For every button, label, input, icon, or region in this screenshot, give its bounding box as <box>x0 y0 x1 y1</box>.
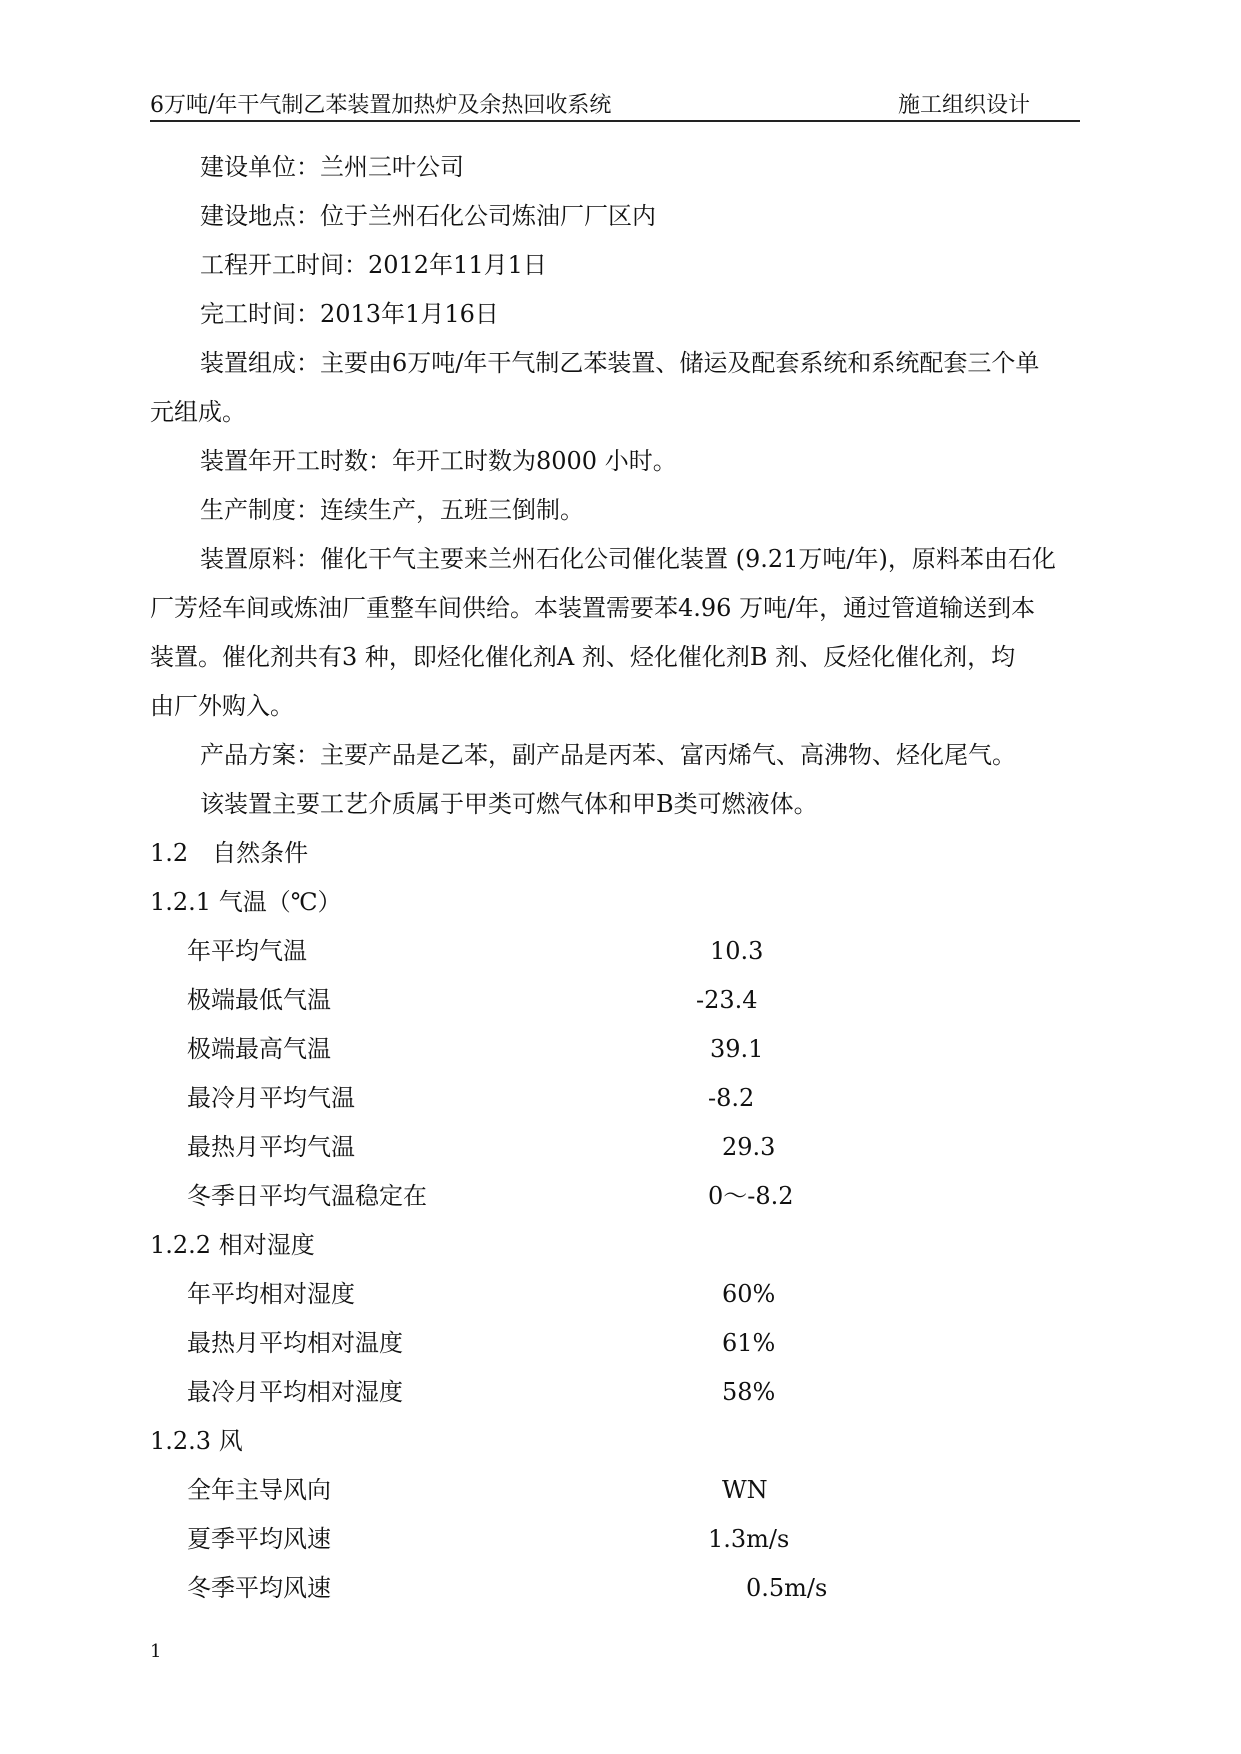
paragraph-operating-hours: 装置年开工时数：年开工时数为8000 小时。 <box>200 447 677 475</box>
header-title: 6万吨/年干气制乙苯装置加热炉及余热回收系统 <box>150 93 612 118</box>
paragraph-composition-cont: 元组成。 <box>150 398 246 426</box>
humidity-value: 58% <box>722 1378 776 1406</box>
paragraph-raw-materials-cont1: 厂芳烃车间或炼油厂重整车间供给。本装置需要苯4.96 万吨/年，通过管道输送到本 <box>150 594 1036 622</box>
temp-label: 极端最高气温 <box>187 1035 331 1063</box>
wind-label: 夏季平均风速 <box>187 1525 331 1553</box>
paragraph-owner: 建设单位：兰州三叶公司 <box>200 153 464 181</box>
paragraph-products: 产品方案：主要产品是乙苯，副产品是丙苯、富丙烯气、高沸物、烃化尾气。 <box>200 741 1016 769</box>
paragraph-composition: 装置组成：主要由6万吨/年干气制乙苯装置、储运及配套系统和系统配套三个单 <box>200 349 1040 377</box>
wind-label: 全年主导风向 <box>187 1476 331 1504</box>
temp-value: -23.4 <box>696 986 758 1014</box>
section-heading-temperature: 1.2.1 气温（℃） <box>150 888 342 916</box>
paragraph-raw-materials-cont2: 装置。催化剂共有3 种，即烃化催化剂A 剂、烃化催化剂B 剂、反烃化催化剂，均 <box>150 643 1016 671</box>
section-heading-natural-conditions: 1.2 自然条件 <box>150 839 309 867</box>
temp-label: 最冷月平均气温 <box>187 1084 355 1112</box>
paragraph-start-date: 工程开工时间：2012年11月1日 <box>200 251 547 279</box>
temp-label: 年平均气温 <box>187 937 307 965</box>
section-heading-humidity: 1.2.2 相对湿度 <box>150 1231 315 1259</box>
humidity-label: 年平均相对湿度 <box>187 1280 355 1308</box>
temp-label: 最热月平均气温 <box>187 1133 355 1161</box>
paragraph-production-system: 生产制度：连续生产，五班三倒制。 <box>200 496 584 524</box>
temp-value: 10.3 <box>710 937 764 965</box>
paragraph-media-class: 该装置主要工艺介质属于甲类可燃气体和甲B类可燃液体。 <box>200 790 818 818</box>
section-heading-wind: 1.2.3 风 <box>150 1427 243 1455</box>
wind-value: 0.5m/s <box>746 1574 828 1602</box>
paragraph-raw-materials: 装置原料：催化干气主要来兰州石化公司催化装置 (9.21万吨/年)，原料苯由石化 <box>200 545 1056 573</box>
temp-label: 极端最低气温 <box>187 986 331 1014</box>
temp-value: -8.2 <box>708 1084 755 1112</box>
humidity-label: 最冷月平均相对湿度 <box>187 1378 403 1406</box>
wind-value: WN <box>722 1476 768 1504</box>
temp-label: 冬季日平均气温稳定在 <box>187 1182 427 1210</box>
temp-value: 39.1 <box>710 1035 764 1063</box>
humidity-value: 61% <box>722 1329 776 1357</box>
header-doc-type: 施工组织设计 <box>897 93 1030 118</box>
wind-label: 冬季平均风速 <box>187 1574 331 1602</box>
page-number: 1 <box>150 1641 162 1662</box>
wind-value: 1.3m/s <box>708 1525 790 1553</box>
temp-value: 29.3 <box>722 1133 776 1161</box>
humidity-label: 最热月平均相对温度 <box>187 1329 403 1357</box>
paragraph-raw-materials-cont3: 由厂外购入。 <box>150 692 294 720</box>
paragraph-end-date: 完工时间：2013年1月16日 <box>200 300 499 328</box>
paragraph-location: 建设地点：位于兰州石化公司炼油厂厂区内 <box>200 202 656 230</box>
humidity-value: 60% <box>722 1280 776 1308</box>
temp-value: 0～-8.2 <box>708 1182 794 1210</box>
page-header <box>150 86 1080 122</box>
